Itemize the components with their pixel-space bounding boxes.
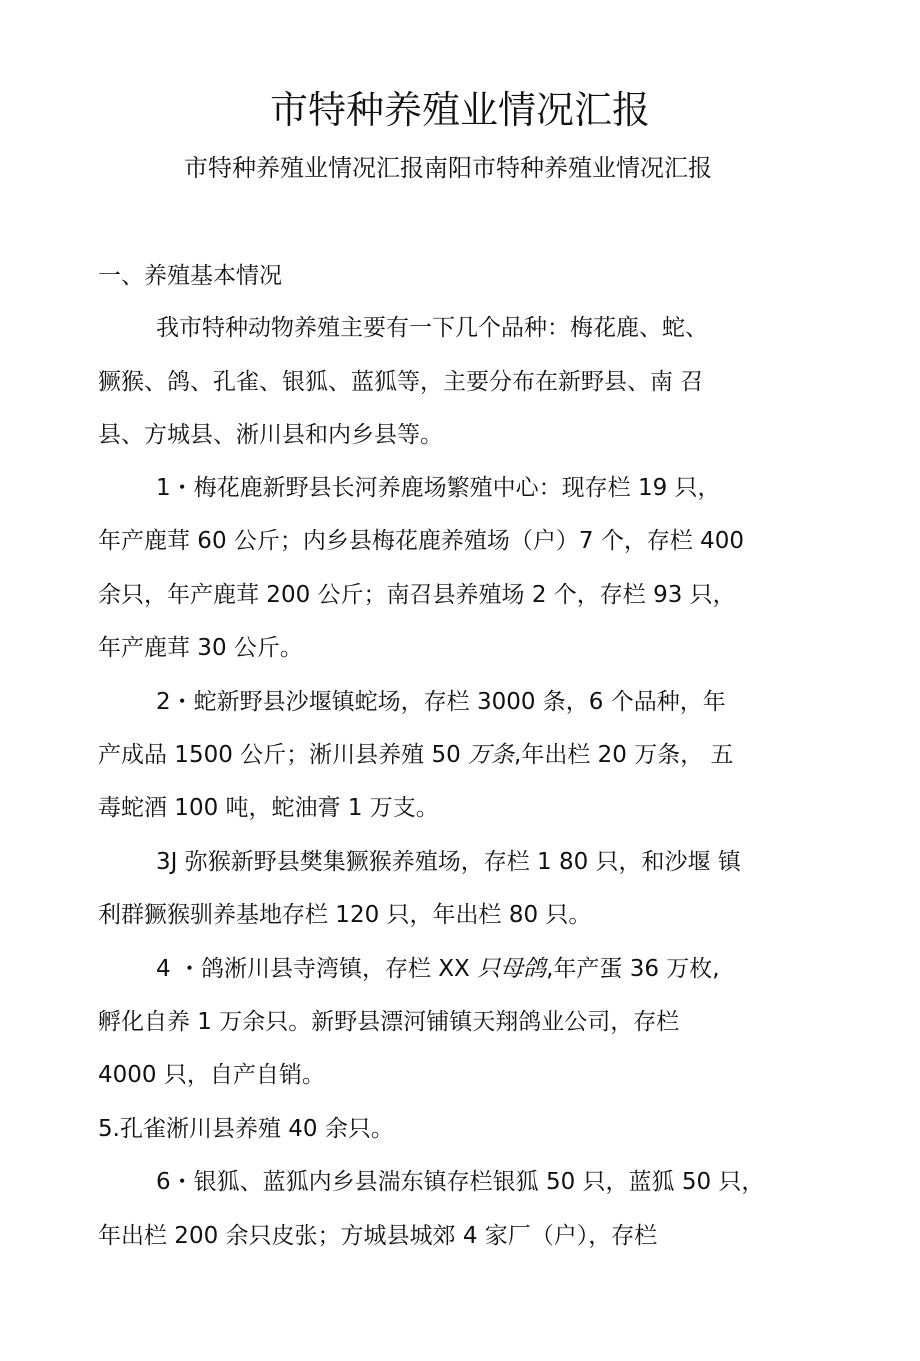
paragraph-line: 余只，年产鹿茸 200 公斤；南召县养殖场 2 个，存栏 93 只， (98, 582, 736, 608)
paragraph-line: 年出栏 200 余只皮张；方城县城郊 4 家厂（户），存栏 (98, 1223, 658, 1249)
paragraph-line: 6・银狐、蓝狐内乡县湍东镇存栏银狐 50 只，蓝狐 50 只， (156, 1169, 765, 1195)
paragraph-line (156, 953, 720, 985)
document-subtitle: 市特种养殖业情况汇报南阳市特种养殖业情况汇报 (184, 154, 712, 182)
paragraph-line: 年产鹿茸 60 公斤；内乡县梅花鹿养殖场（户）7 个，存栏 400 (98, 528, 745, 554)
paragraph-line: 我市特种动物养殖主要有一下几个品种：梅花鹿、蛇、 (156, 315, 708, 341)
italic-text-run: 万条 (468, 742, 515, 768)
text-run: ,年产蛋 36 万枚, (546, 956, 720, 982)
paragraph-line: 3J 弥猴新野县樊集獗猴养殖场，存栏 1 80 只，和沙堰 镇 (156, 849, 741, 875)
paragraph-line: 利群獗猴驯养基地存栏 120 只，年出栏 80 只。 (98, 902, 592, 928)
text-run: 4 ・鸽淅川县寺湾镇，存栏 XX (156, 956, 478, 982)
italic-text-run: 只母鸽 (477, 956, 547, 982)
paragraph-line: 年产鹿茸 30 公斤。 (98, 635, 303, 661)
paragraph-line: 孵化自养 1 万余只。新野县漂河铺镇天翔鸽业公司，存栏 (98, 1009, 680, 1035)
text-run: ,年出栏 20 万条， 五 (514, 742, 734, 768)
section-heading: 一、养殖基本情况 (98, 263, 282, 289)
paragraph-line: 4000 只，自产自销。 (98, 1062, 325, 1088)
paragraph-line: 獗猴、鸽、孔雀、银狐、蓝狐等，主要分布在新野县、南 召 (98, 369, 704, 395)
paragraph-line: 县、方城县、淅川县和内乡县等。 (98, 422, 443, 448)
text-run: 产成品 1500 公斤；淅川县养殖 50 (98, 742, 469, 768)
paragraph-line: 5.孔雀淅川县养殖 40 余只。 (98, 1116, 394, 1142)
paragraph-line: 毒蛇酒 100 吨，蛇油膏 1 万支。 (98, 795, 439, 821)
paragraph-line: 2・蛇新野县沙堰镇蛇场，存栏 3000 条，6 个品种，年 (156, 689, 726, 715)
paragraph-line (98, 739, 734, 771)
paragraph-line: 1・梅花鹿新野县长河养鹿场繁殖中心：现存栏 19 只， (156, 475, 721, 501)
document-title: 市特种养殖业情况汇报 (269, 88, 650, 132)
